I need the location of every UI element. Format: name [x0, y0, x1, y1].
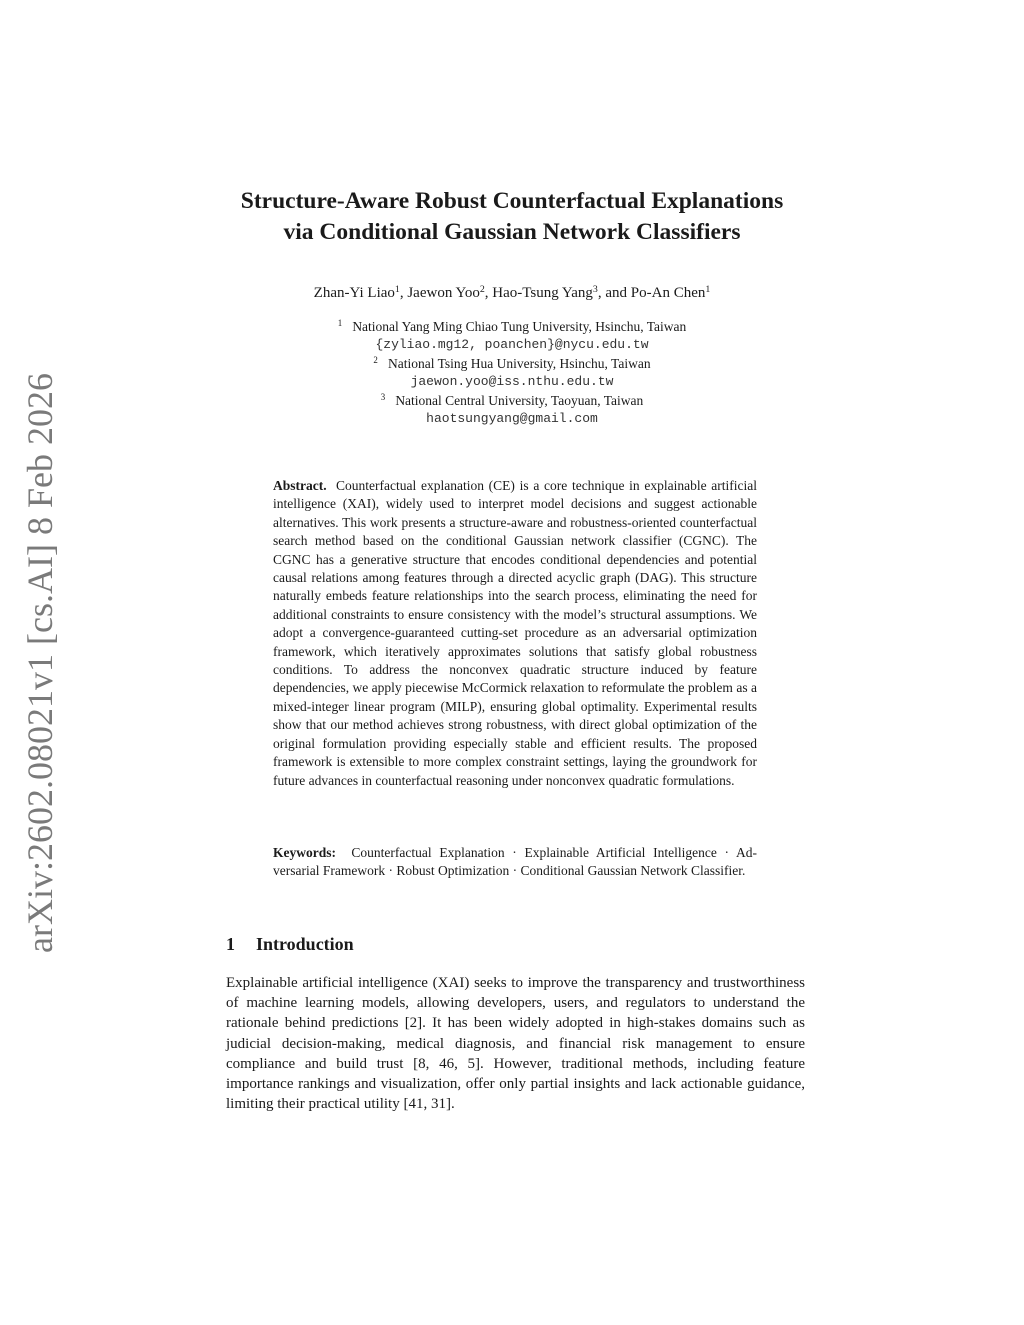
intro-paragraph: Explainable artificial intelligence (XAI) seeks to improve the transparency and trustworthiness of machine learning models, allowing developers, users, and regulators to understand the rationale behind predictions [2]. It has been widely adopted in high-stakes domains such as judicial decision-making, medical diagnosis, and financial risk management to ensure compliance and build trust [8, 46, 5]. However, traditional methods, including feature importance rankings and visualization, offer only partial insights and lack actionable guidance, limiting their practical utility [41, 31].	[226, 975, 805, 1113]
author-list	[0, 283, 1024, 303]
author-separator: , and	[597, 285, 631, 301]
affiliation-line	[0, 318, 1024, 336]
affiliation-institution: National Yang Ming Chiao Tung University, Hsinchu, Taiwan	[352, 319, 687, 334]
affiliation-list	[0, 318, 1024, 428]
keywords-text: Counterfactual Explanation · Explainable Artificial Intelligence · Adversarial Framework · Robust Optimization · Conditional Gaussian Network Classifier.	[273, 845, 757, 879]
title-block	[0, 186, 1024, 248]
paper-title-line-1: Structure-Aware Robust Counterfactual Explanations	[240, 188, 784, 214]
affiliation-institution: National Central University, Taoyuan, Taiwan	[395, 392, 644, 408]
paper-title	[0, 186, 1024, 248]
arxiv-id-text: arXiv:2602.08021v1 [cs.AI] 8 Feb 2026	[20, 373, 60, 953]
author-separator: ,	[399, 285, 408, 301]
author-affil-marker: 3	[592, 283, 598, 295]
author-affil-marker: 1	[394, 283, 400, 295]
section-title: Introduction	[256, 934, 354, 954]
affiliation-line	[0, 355, 1024, 373]
affiliation-line	[0, 392, 1024, 410]
abstract	[273, 477, 757, 790]
author-name: Po-An Chen	[630, 285, 706, 301]
keywords	[273, 844, 757, 881]
abstract-label: Abstract.	[273, 478, 327, 493]
section-number: 1	[226, 934, 235, 954]
keywords-label: Keywords:	[273, 845, 336, 860]
paper-title-line-2: via Conditional Gaussian Network Classifiers	[283, 219, 741, 245]
abstract-text: Counterfactual explanation (CE) is a core technique in explainable artificial intelligence (XAI), widely used to interpret model decisions and suggest actionable alternatives. This work presents a structure-aware and robustness-oriented counterfactual search method based on the conditional Gaussian network classifier (CGNC). The CGNC has a generative structure that encodes conditional dependencies and potential causal relations among features through a directed acyclic graph (DAG). This structure naturally embeds feature relationships into the search process, eliminating the need for additional constraints to ensure consistency with the model’s structural assumptions. We adopt a convergence-guaranteed cutting-set procedure as an adversarial optimization framework, which iteratively approximates solutions that satisfy global robustness conditions. To address the nonconvex quadratic structure induced by feature dependencies, we apply piecewise McCormick relaxation to reformulate the problem as a mixed-integer linear program (MILP), ensuring global optimality. Experimental results show that our method achieves strong robustness, with direct global optimization of the original formulation providing especially stable and efficient results. The proposed framework is extensible to more complex constraint settings, laying the groundwork for future advances in counterfactual reasoning under nonconvex quadratic formulations.	[273, 478, 757, 788]
author-name: Hao-Tsung Yang	[492, 285, 593, 301]
abstract-paragraph	[273, 477, 757, 790]
affiliation-number: 1	[337, 318, 343, 329]
section-heading	[226, 932, 354, 956]
author-name: Zhan-Yi Liao	[313, 285, 395, 301]
author-affil-marker: 2	[479, 283, 485, 295]
affiliation-institution: National Tsing Hua University, Hsinchu, Taiwan	[388, 355, 651, 371]
author-affil-marker: 1	[705, 283, 711, 295]
affiliation-email: {zyliao.mg12, poanchen}@nycu.edu.tw	[375, 337, 649, 353]
author-separator: ,	[484, 285, 493, 301]
author-name: Jaewon Yoo	[407, 285, 480, 301]
affiliation-email: jaewon.yoo@iss.nthu.edu.tw	[410, 374, 614, 390]
affiliation-number: 3	[380, 391, 386, 402]
keywords-paragraph	[273, 844, 757, 881]
affiliation-email: haotsungyang@gmail.com	[426, 411, 598, 427]
affiliation-number: 2	[373, 354, 378, 365]
